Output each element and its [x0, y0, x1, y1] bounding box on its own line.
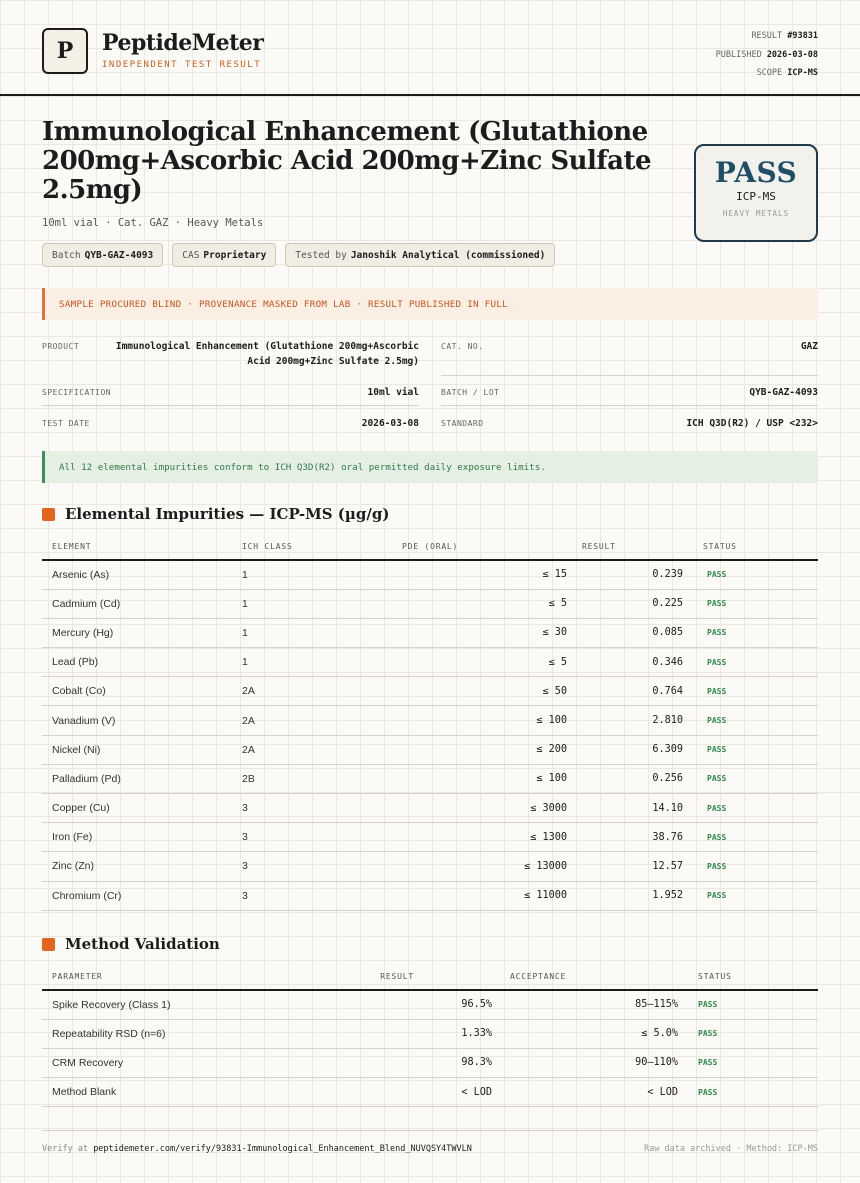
- pde-limit: ≤ 5: [402, 648, 567, 677]
- stamp-verdict: PASS: [714, 156, 798, 189]
- status-badge: PASS: [678, 1019, 818, 1048]
- status-badge: PASS: [687, 677, 818, 706]
- table-row: [42, 618, 818, 647]
- status-badge: PASS: [678, 1048, 818, 1077]
- element-name: Vanadium (V): [42, 706, 242, 735]
- procurement-notice: SAMPLE PROCURED BLIND · PROVENANCE MASKED FROM LAB · RESULT PUBLISHED IN FULL: [42, 288, 818, 320]
- pde-limit: ≤ 15: [402, 560, 567, 589]
- col-pde: PDE (ORAL): [402, 533, 567, 560]
- status-badge: PASS: [687, 735, 818, 764]
- brand-logo: P: [42, 28, 88, 74]
- result-value: 98.3%: [332, 1048, 492, 1077]
- status-badge: PASS: [687, 560, 818, 589]
- status-badge: PASS: [687, 648, 818, 677]
- ich-class: 1: [242, 589, 402, 618]
- ich-class: 3: [242, 823, 402, 852]
- result-value: 1.952: [567, 881, 687, 910]
- element-name: Chromium (Cr): [42, 881, 242, 910]
- result-value: < LOD: [332, 1078, 492, 1107]
- pde-limit: ≤ 1300: [402, 823, 567, 852]
- result-value: 0.085: [567, 618, 687, 647]
- element-name: Iron (Fe): [42, 823, 242, 852]
- col-parameter: PARAMETER: [42, 963, 332, 990]
- divider: [42, 405, 419, 406]
- table-row: [42, 990, 818, 1019]
- table-header-row: [42, 533, 818, 560]
- product-subtitle: 10ml vial · Cat. GAZ · Heavy Metals: [42, 217, 264, 229]
- pde-limit: ≤ 200: [402, 735, 567, 764]
- col-result: RESULT: [332, 963, 492, 990]
- section-marker-icon: [42, 508, 55, 521]
- ich-class: 2A: [242, 735, 402, 764]
- catno-label: CAT. NO.: [441, 342, 484, 351]
- published-date: PUBLISHED 2026-03-08: [715, 49, 818, 60]
- pde-limit: ≤ 100: [402, 764, 567, 793]
- section-marker-icon: [42, 938, 55, 951]
- pde-limit: ≤ 3000: [402, 794, 567, 823]
- spec-label: SPECIFICATION: [42, 388, 112, 397]
- ich-class: 2B: [242, 764, 402, 793]
- ich-class: 2A: [242, 677, 402, 706]
- archive-note: Raw data archived · Method: ICP-MS: [644, 1144, 818, 1154]
- table-row: [42, 1048, 818, 1077]
- element-name: Cadmium (Cd): [42, 589, 242, 618]
- col-status: STATUS: [687, 533, 818, 560]
- tested-by-chip: Tested by Janoshik Analytical (commissioned): [285, 243, 555, 267]
- divider: [441, 405, 818, 406]
- table-header-row: [42, 963, 818, 990]
- table-row: [42, 1019, 818, 1048]
- scope: SCOPE ICP-MS: [756, 68, 818, 78]
- parameter-name: Method Blank: [42, 1078, 332, 1107]
- element-name: Palladium (Pd): [42, 764, 242, 793]
- acceptance-range: 90–110%: [492, 1048, 678, 1077]
- parameter-name: Spike Recovery (Class 1): [42, 990, 332, 1019]
- table-row: [42, 764, 818, 793]
- table-row: [42, 706, 818, 735]
- validation-heading: Method Validation: [42, 935, 220, 953]
- verify-link[interactable]: peptidemeter.com/verify/93831-Immunological_Enhancement_Blend_NUVQSY4TWVLN: [93, 1144, 472, 1154]
- batch-value: QYB-GAZ-4093: [749, 387, 818, 398]
- pde-limit: ≤ 5: [402, 589, 567, 618]
- element-name: Cobalt (Co): [42, 677, 242, 706]
- batch-chip: Batch QYB-GAZ-4093: [42, 243, 163, 267]
- test-date-label: TEST DATE: [42, 419, 90, 428]
- pass-stamp: [694, 144, 818, 242]
- status-badge: PASS: [678, 990, 818, 1019]
- acceptance-range: 85–115%: [492, 990, 678, 1019]
- verify-line: Verify at peptidemeter.com/verify/93831-Immunological_Enhancement_Blend_NUVQSY4TWVLN: [42, 1144, 472, 1154]
- ich-class: 1: [242, 648, 402, 677]
- page-title: Immunological Enhancement (Glutathione 200mg+Ascorbic Acid 200mg+Zinc Sulfate 2.5mg): [42, 117, 652, 205]
- validation-table: [42, 963, 818, 1107]
- pde-limit: ≤ 100: [402, 706, 567, 735]
- impurities-heading: Elemental Impurities — ICP-MS (µg/g): [42, 505, 389, 523]
- result-value: 0.346: [567, 648, 687, 677]
- pde-limit: ≤ 30: [402, 618, 567, 647]
- result-value: 38.76: [567, 823, 687, 852]
- spec-value: 10ml vial: [367, 387, 419, 398]
- catno-value: GAZ: [800, 341, 818, 352]
- parameter-name: Repeatability RSD (n=6): [42, 1019, 332, 1048]
- table-row: [42, 852, 818, 881]
- status-badge: PASS: [687, 589, 818, 618]
- status-badge: PASS: [687, 764, 818, 793]
- status-badge: PASS: [687, 881, 818, 910]
- divider: [441, 375, 818, 376]
- table-row: [42, 589, 818, 618]
- cas-chip: CAS Proprietary: [172, 243, 276, 267]
- brand-tagline: INDEPENDENT TEST RESULT: [102, 60, 262, 70]
- pde-limit: ≤ 50: [402, 677, 567, 706]
- stamp-category: HEAVY METALS: [722, 209, 790, 218]
- col-result: RESULT: [567, 533, 687, 560]
- table-row: [42, 823, 818, 852]
- table-row: [42, 1078, 818, 1107]
- result-value: 14.10: [567, 794, 687, 823]
- product-label: PRODUCT: [42, 342, 80, 351]
- test-date-value: 2026-03-08: [361, 418, 419, 429]
- result-meta: [716, 27, 818, 83]
- table-row: [42, 735, 818, 764]
- element-name: Copper (Cu): [42, 794, 242, 823]
- result-value: 6.309: [567, 735, 687, 764]
- result-value: 0.239: [567, 560, 687, 589]
- col-ich-class: ICH CLASS: [242, 533, 402, 560]
- product-value: Immunological Enhancement (Glutathione 200mg+Ascorbic Acid 200mg+Zinc Sulfate 2.5mg): [115, 341, 419, 367]
- col-acceptance: ACCEPTANCE: [492, 963, 678, 990]
- ich-class: 3: [242, 881, 402, 910]
- ich-class: 3: [242, 794, 402, 823]
- parameter-name: CRM Recovery: [42, 1048, 332, 1077]
- pde-limit: ≤ 13000: [402, 852, 567, 881]
- status-badge: PASS: [687, 852, 818, 881]
- ich-class: 2A: [242, 706, 402, 735]
- element-name: Nickel (Ni): [42, 735, 242, 764]
- status-badge: PASS: [687, 618, 818, 647]
- table-row: [42, 648, 818, 677]
- acceptance-range: < LOD: [492, 1078, 678, 1107]
- table-row: [42, 881, 818, 910]
- batch-label: BATCH / LOT: [441, 388, 500, 397]
- table-row: [42, 677, 818, 706]
- element-name: Lead (Pb): [42, 648, 242, 677]
- ich-class: 1: [242, 618, 402, 647]
- stamp-method: ICP-MS: [736, 190, 776, 203]
- conformance-message: All 12 elemental impurities conform to ICH Q3D(R2) oral permitted daily exposure limits.: [42, 451, 818, 483]
- element-name: Zinc (Zn): [42, 852, 242, 881]
- chip-row: [42, 243, 555, 267]
- status-badge: PASS: [687, 706, 818, 735]
- result-value: 0.764: [567, 677, 687, 706]
- footer-divider: [42, 1130, 818, 1131]
- col-element: ELEMENT: [42, 533, 242, 560]
- status-badge: PASS: [687, 823, 818, 852]
- brand-name: PeptideMeter: [102, 30, 264, 56]
- status-badge: PASS: [687, 794, 818, 823]
- result-value: 1.33%: [332, 1019, 492, 1048]
- ich-class: 3: [242, 852, 402, 881]
- result-value: 12.57: [567, 852, 687, 881]
- result-value: 0.225: [567, 589, 687, 618]
- pde-limit: ≤ 11000: [402, 881, 567, 910]
- element-name: Arsenic (As): [42, 560, 242, 589]
- result-value: 2.810: [567, 706, 687, 735]
- standard-value: ICH Q3D(R2) / USP <232>: [686, 418, 818, 429]
- element-name: Mercury (Hg): [42, 618, 242, 647]
- status-badge: PASS: [678, 1078, 818, 1107]
- table-row: [42, 794, 818, 823]
- ich-class: 1: [242, 560, 402, 589]
- page-header: [0, 0, 860, 96]
- result-value: 0.256: [567, 764, 687, 793]
- acceptance-range: ≤ 5.0%: [492, 1019, 678, 1048]
- result-value: 96.5%: [332, 990, 492, 1019]
- impurities-table: [42, 533, 818, 911]
- col-status: STATUS: [678, 963, 818, 990]
- table-row: [42, 560, 818, 589]
- standard-label: STANDARD: [441, 419, 484, 428]
- result-id: RESULT #93831: [751, 31, 818, 41]
